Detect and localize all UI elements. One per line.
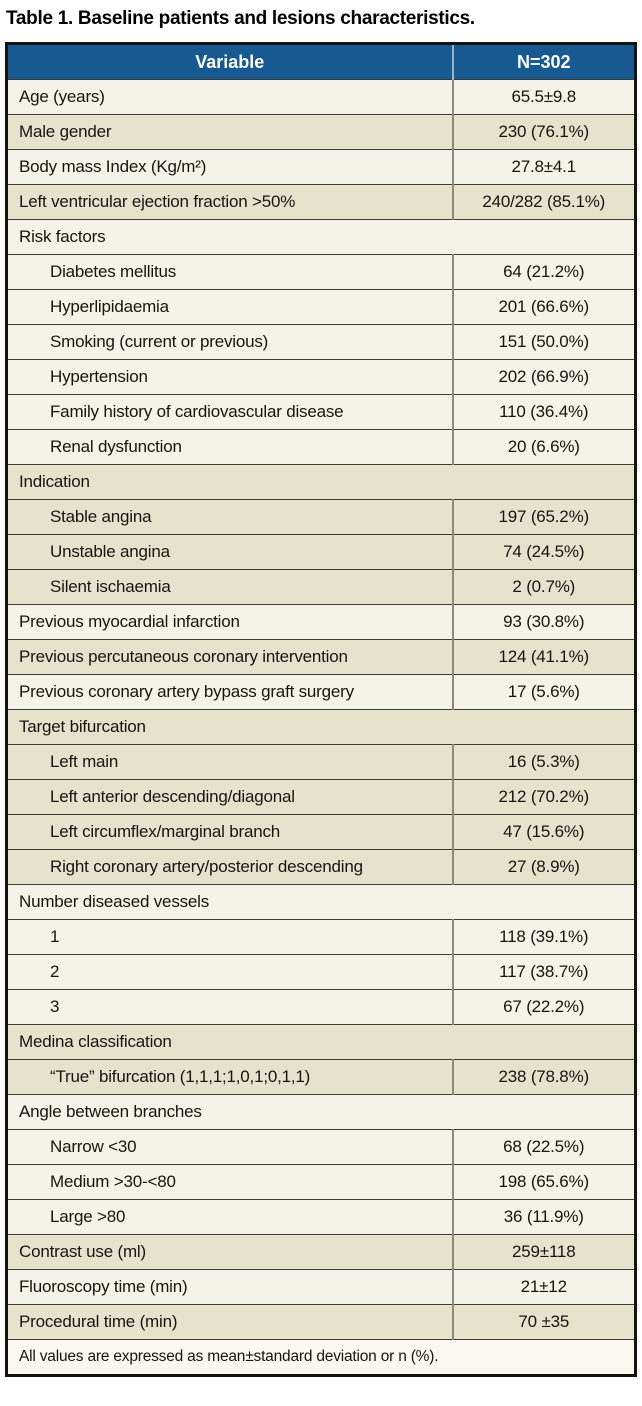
row-value: 118 (39.1%) <box>453 920 636 955</box>
row-value: 238 (78.8%) <box>453 1060 636 1095</box>
table-row <box>7 1130 636 1165</box>
row-value: 68 (22.5%) <box>453 1130 636 1165</box>
row-value: 47 (15.6%) <box>453 815 636 850</box>
table-row <box>7 1200 636 1235</box>
row-label: 1 <box>7 920 453 955</box>
row-label: Unstable angina <box>7 535 453 570</box>
row-value: 197 (65.2%) <box>453 500 636 535</box>
table-title: Table 1. Baseline patients and lesions characteristics. <box>6 8 475 29</box>
row-label: Medina classification <box>7 1025 636 1060</box>
table-row <box>7 675 636 710</box>
row-label: Hyperlipidaemia <box>7 290 453 325</box>
section-row <box>7 1025 636 1060</box>
row-value: 70 ±35 <box>453 1305 636 1340</box>
header-n302: N=302 <box>453 44 636 80</box>
table-row <box>7 430 636 465</box>
row-value: 36 (11.9%) <box>453 1200 636 1235</box>
row-value: 21±12 <box>453 1270 636 1305</box>
row-value: 212 (70.2%) <box>453 780 636 815</box>
table-row <box>7 850 636 885</box>
row-value: 20 (6.6%) <box>453 430 636 465</box>
row-value: 110 (36.4%) <box>453 395 636 430</box>
row-label: 2 <box>7 955 453 990</box>
table-row <box>7 150 636 185</box>
row-label: Previous percutaneous coronary intervention <box>7 640 453 675</box>
table-row <box>7 500 636 535</box>
table-row <box>7 745 636 780</box>
row-label: 3 <box>7 990 453 1025</box>
row-label: Angle between branches <box>7 1095 636 1130</box>
table-row <box>7 535 636 570</box>
table-row <box>7 605 636 640</box>
table-row <box>7 1235 636 1270</box>
header-row <box>7 44 636 80</box>
table-row <box>7 1270 636 1305</box>
row-value: 198 (65.6%) <box>453 1165 636 1200</box>
table-row <box>7 640 636 675</box>
footnote-row <box>7 1340 636 1376</box>
table-row <box>7 290 636 325</box>
table-row <box>7 395 636 430</box>
row-value: 259±118 <box>453 1235 636 1270</box>
table-row <box>7 780 636 815</box>
table-body <box>7 80 636 1340</box>
table-row <box>7 570 636 605</box>
row-label: Contrast use (ml) <box>7 1235 453 1270</box>
row-label: Body mass Index (Kg/m²) <box>7 150 453 185</box>
table-foot <box>7 1340 636 1376</box>
row-label: Fluoroscopy time (min) <box>7 1270 453 1305</box>
table-row <box>7 815 636 850</box>
section-row <box>7 220 636 255</box>
row-label: Previous myocardial infarction <box>7 605 453 640</box>
table-footnote: All values are expressed as mean±standard deviation or n (%). <box>7 1340 636 1376</box>
row-label: Left ventricular ejection fraction >50% <box>7 185 453 220</box>
row-value: 151 (50.0%) <box>453 325 636 360</box>
row-label: Previous coronary artery bypass graft surgery <box>7 675 453 710</box>
section-row <box>7 465 636 500</box>
row-value: 65.5±9.8 <box>453 80 636 115</box>
table-header <box>7 44 636 80</box>
row-label: Silent ischaemia <box>7 570 453 605</box>
table-row <box>7 80 636 115</box>
row-label: Procedural time (min) <box>7 1305 453 1340</box>
row-value: 117 (38.7%) <box>453 955 636 990</box>
row-value: 124 (41.1%) <box>453 640 636 675</box>
row-label: Risk factors <box>7 220 636 255</box>
row-label: “True” bifurcation (1,1,1;1,0,1;0,1,1) <box>7 1060 453 1095</box>
row-label: Male gender <box>7 115 453 150</box>
section-row <box>7 1095 636 1130</box>
section-row <box>7 710 636 745</box>
row-value: 240/282 (85.1%) <box>453 185 636 220</box>
table-row <box>7 255 636 290</box>
table-row <box>7 115 636 150</box>
row-label: Narrow <30 <box>7 1130 453 1165</box>
row-value: 67 (22.2%) <box>453 990 636 1025</box>
row-label: Left anterior descending/diagonal <box>7 780 453 815</box>
row-label: Target bifurcation <box>7 710 636 745</box>
row-label: Diabetes mellitus <box>7 255 453 290</box>
table-row <box>7 360 636 395</box>
row-label: Renal dysfunction <box>7 430 453 465</box>
row-value: 202 (66.9%) <box>453 360 636 395</box>
row-value: 201 (66.6%) <box>453 290 636 325</box>
row-value: 16 (5.3%) <box>453 745 636 780</box>
row-label: Medium >30-<80 <box>7 1165 453 1200</box>
row-label: Large >80 <box>7 1200 453 1235</box>
section-row <box>7 885 636 920</box>
table-row <box>7 185 636 220</box>
row-label: Right coronary artery/posterior descending <box>7 850 453 885</box>
header-variable: Variable <box>7 44 453 80</box>
row-label: Hypertension <box>7 360 453 395</box>
row-value: 27 (8.9%) <box>453 850 636 885</box>
row-label: Left main <box>7 745 453 780</box>
baseline-characteristics-table <box>5 42 637 1377</box>
table-row <box>7 1165 636 1200</box>
row-label: Number diseased vessels <box>7 885 636 920</box>
table-row <box>7 955 636 990</box>
row-label: Family history of cardiovascular disease <box>7 395 453 430</box>
row-label: Left circumflex/marginal branch <box>7 815 453 850</box>
row-value: 93 (30.8%) <box>453 605 636 640</box>
row-label: Smoking (current or previous) <box>7 325 453 360</box>
table-row <box>7 920 636 955</box>
table-row <box>7 1060 636 1095</box>
row-value: 74 (24.5%) <box>453 535 636 570</box>
table-row <box>7 1305 636 1340</box>
row-value: 64 (21.2%) <box>453 255 636 290</box>
row-label: Stable angina <box>7 500 453 535</box>
row-value: 2 (0.7%) <box>453 570 636 605</box>
table-row <box>7 990 636 1025</box>
row-value: 27.8±4.1 <box>453 150 636 185</box>
row-value: 17 (5.6%) <box>453 675 636 710</box>
row-label: Age (years) <box>7 80 453 115</box>
row-value: 230 (76.1%) <box>453 115 636 150</box>
row-label: Indication <box>7 465 636 500</box>
table-row <box>7 325 636 360</box>
